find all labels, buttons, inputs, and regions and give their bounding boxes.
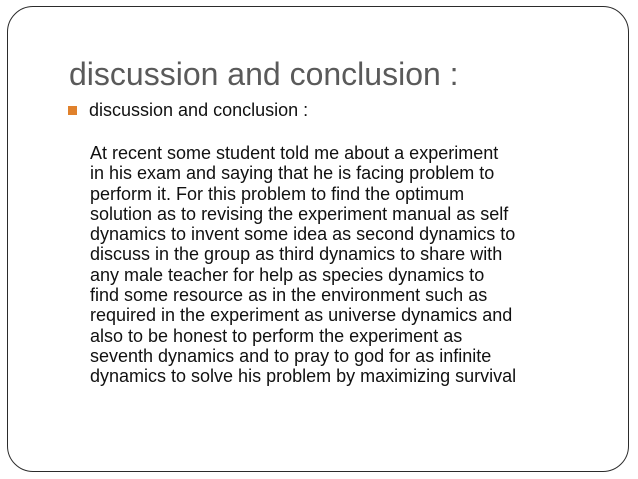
bullet-label: discussion and conclusion : [89, 99, 309, 120]
bullet-item [68, 98, 308, 122]
body-paragraph: At recent some student told me about a experiment in his exam and saying that he is facing problem to perform it. For this problem to find the optimum solution as to revising the experiment manual as self dynamics to invent some idea as second dynamics to discuss in the group as third dynamics to share with any male teacher for help as species dynamics to find some resource as in the environment such as required in the experiment as universe dynamics and also to be honest to perform the experiment as seventh dynamics and to pray to god for as infinite dynamics to solve his problem by maximizing survival [90, 143, 517, 387]
slide-title: discussion and conclusion : [69, 56, 459, 92]
square-bullet-icon [68, 106, 77, 115]
